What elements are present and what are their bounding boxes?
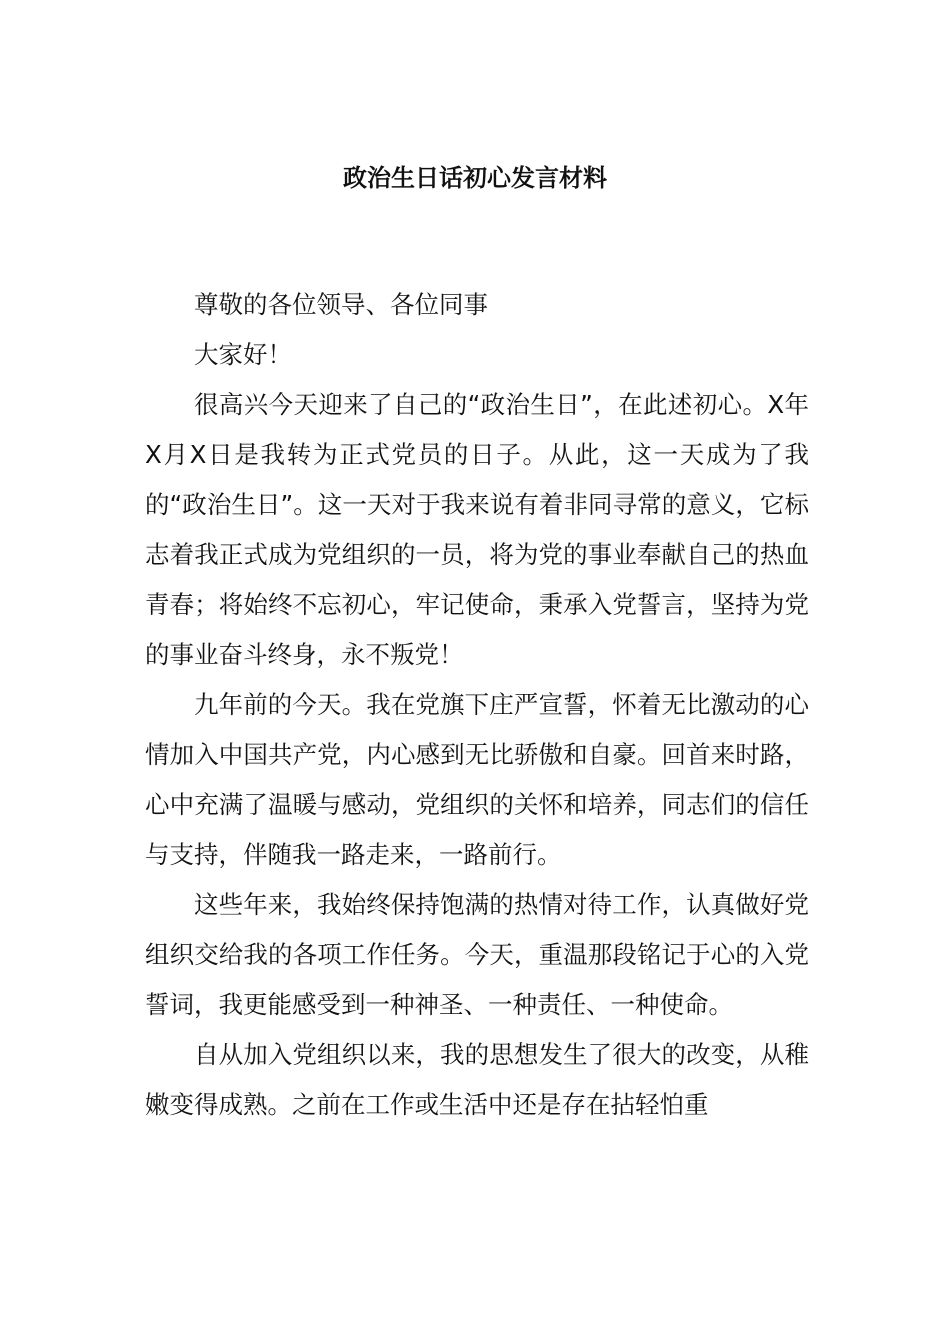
greeting: 大家好！: [194, 340, 292, 369]
document-body: [145, 280, 809, 1130]
body-paragraph: 很高兴今天迎来了自己的“政治生日”，在此述初心。X年X月X日是我转为正式党员的日子。从此，这一天成为了我的“政治生日”。这一天对于我来说有着非同寻常的意义，它标志着我正式成为党组织的一员，将为党的事业奉献自己的热血青春；将始终不忘初心，牢记使命，秉承入党誓言，坚持为党的事业奋斗终身，永不叛党！: [145, 390, 809, 669]
body-paragraph: 九年前的今天。我在党旗下庄严宣誓，怀着无比激动的心情加入中国共产党，内心感到无比骄傲和自豪。回首来时路，心中充满了温暖与感动，党组织的关怀和培养，同志们的信任与支持，伴随我一路走来，一路前行。: [145, 690, 809, 869]
body-paragraph: 自从加入党组织以来，我的思想发生了很大的改变，从稚嫩变得成熟。之前在工作或生活中还是存在拈轻怕重: [145, 1040, 809, 1119]
salutation: 尊敬的各位领导、各位同事: [194, 290, 488, 319]
body-paragraph: 这些年来，我始终保持饱满的热情对待工作，认真做好党组织交给我的各项工作任务。今天，重温那段铭记于心的入党誓词，我更能感受到一种神圣、一种责任、一种使命。: [145, 890, 809, 1019]
document-title: 政治生日话初心发言材料: [343, 164, 607, 192]
